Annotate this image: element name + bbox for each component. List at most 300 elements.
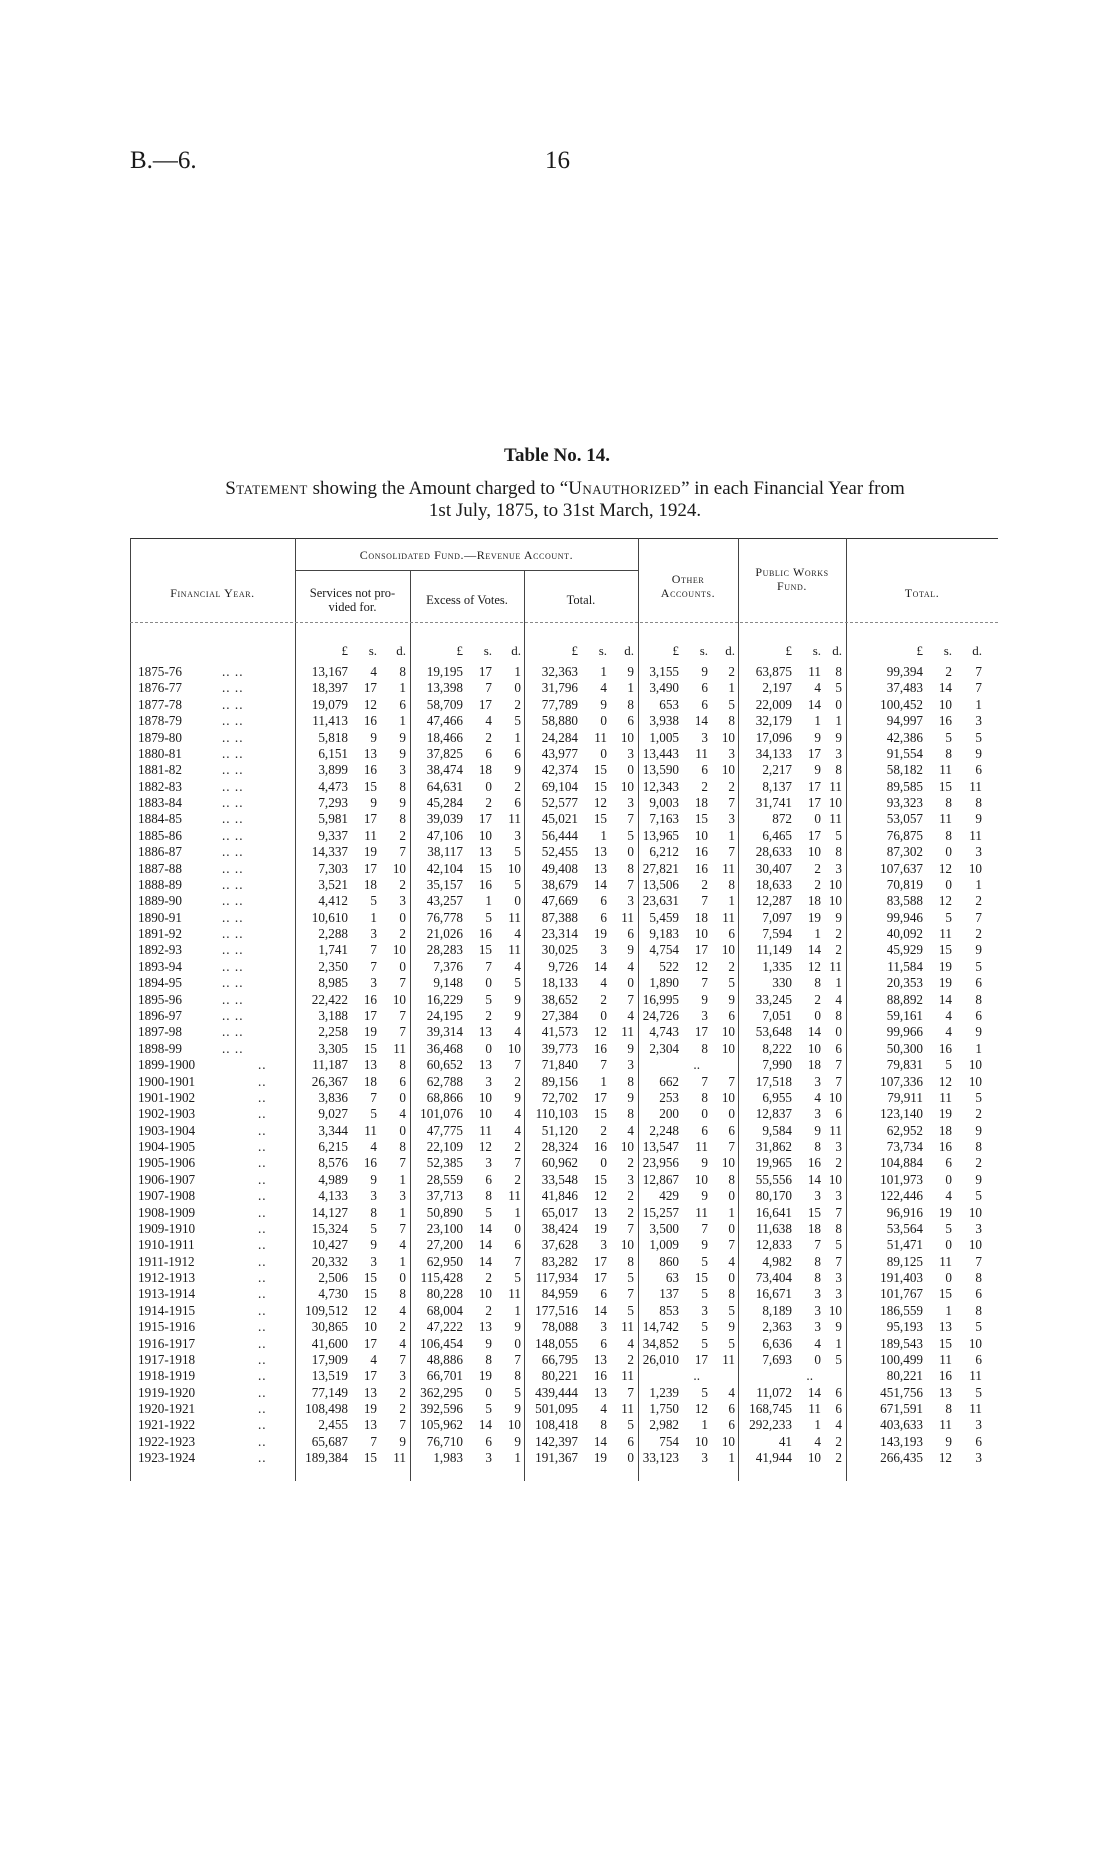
- other-accounts-pound-cell: 3,500: [649, 1220, 679, 1236]
- excess-shilling-cell: 10: [478, 827, 492, 843]
- services-shilling-cell: 11: [364, 827, 377, 843]
- col-public-works-fund: [738, 565, 846, 593]
- consolidated-total-pound-cell: 41,573: [541, 1024, 578, 1040]
- excess-pence-cell: 8: [514, 1368, 521, 1384]
- leader-dots: .. ..: [222, 778, 244, 794]
- other-accounts-shilling-cell: 6: [701, 680, 708, 696]
- public-works-pound-cell: 63,875: [755, 664, 792, 679]
- year-cell: 1892-93: [138, 942, 182, 958]
- public-works-pence-cell: 0: [835, 696, 842, 712]
- services-pound-cell: 6,151: [318, 745, 348, 761]
- public-works-pound-cell: 4,982: [762, 1253, 792, 1269]
- grand-total-pound-cell: 53,057: [886, 811, 923, 827]
- services-pound-cell: 4,730: [318, 1286, 348, 1302]
- public-works-pence-cell: 10: [828, 795, 842, 811]
- grand-total-shilling-cell: 0: [945, 1237, 952, 1253]
- consolidated-total-shilling-cell: 19: [593, 1220, 607, 1236]
- public-works-pound-cell: 7,990: [762, 1057, 792, 1073]
- public-works-pound-cell: 33,245: [755, 991, 792, 1007]
- grand-total-pound-cell: 88,892: [886, 991, 923, 1007]
- public-works-shilling-cell: 3: [814, 1073, 821, 1089]
- other-accounts-pound-cell: 15,257: [642, 1204, 679, 1220]
- consolidated-total-pound-cell: 41,846: [541, 1188, 578, 1204]
- year-cell: 1875-76: [138, 664, 182, 679]
- table-row: [130, 1352, 1000, 1367]
- consolidated-total-pound-cell: 51,120: [541, 1122, 578, 1138]
- public-works-pence-cell: 2: [835, 1450, 842, 1466]
- excess-shilling-cell: 15: [478, 860, 492, 876]
- public-works-pound-cell: 6,465: [762, 827, 792, 843]
- excess-shilling-cell: 5: [485, 991, 492, 1007]
- excess-shilling-cell: 13: [478, 844, 492, 860]
- grand-total-pound-cell: 59,161: [886, 1007, 923, 1023]
- services-shilling-cell: 3: [370, 926, 377, 942]
- services-pound-cell: 7,303: [318, 860, 348, 876]
- consolidated-total-pence-cell: 8: [627, 1253, 634, 1269]
- grand-total-pound-cell: 107,336: [880, 1073, 923, 1089]
- services-pound-cell: 3,344: [318, 1122, 348, 1138]
- consolidated-total-pence-cell: 11: [621, 1401, 634, 1417]
- col-financial-year: Financial Year.: [170, 586, 255, 600]
- other-accounts-pence-cell: 5: [728, 1302, 735, 1318]
- services-pound-cell: 2,350: [318, 958, 348, 974]
- grand-total-pound-cell: 70,819: [886, 876, 923, 892]
- consolidated-total-pound-cell: 117,934: [535, 1270, 578, 1286]
- consolidated-total-pence-cell: 11: [621, 1319, 634, 1335]
- consolidated-total-pence-cell: 3: [627, 1057, 634, 1073]
- services-shilling-cell: 16: [363, 991, 377, 1007]
- other-accounts-shilling-cell: 8: [701, 1089, 708, 1105]
- consolidated-total-pound-cell: 58,880: [541, 713, 578, 729]
- excess-shilling-cell: 6: [485, 745, 492, 761]
- excess-pound-cell: 13,398: [426, 680, 463, 696]
- leader-dots: ..: [258, 1139, 267, 1155]
- services-shilling-cell: 7: [370, 1433, 377, 1449]
- services-pound-cell: 13,519: [311, 1368, 348, 1384]
- year-cell: 1887-88: [138, 860, 182, 876]
- consolidated-total-pound-cell: 23,314: [541, 926, 578, 942]
- col-services-not-provided: [295, 586, 410, 614]
- table-row: [130, 1139, 1000, 1154]
- table-row: [130, 762, 1000, 777]
- grand-total-pound-cell: 99,946: [886, 909, 923, 925]
- excess-shilling-cell: 2: [485, 1270, 492, 1286]
- services-shilling-cell: 18: [363, 1073, 377, 1089]
- grand-total-pound-cell: 89,125: [886, 1253, 923, 1269]
- public-works-pound-cell: 34,133: [755, 745, 792, 761]
- services-pound-cell: 11,187: [312, 1057, 348, 1073]
- consolidated-total-pence-cell: 3: [627, 893, 634, 909]
- services-pound-cell: 3,305: [318, 1040, 348, 1056]
- consolidated-total-pence-cell: 6: [627, 1433, 634, 1449]
- public-works-pound-cell: 8,137: [762, 778, 792, 794]
- grand-total-pound-cell: 79,911: [887, 1089, 923, 1105]
- grand-total-pence-cell: 5: [975, 729, 982, 745]
- grand-total-shilling-cell: 5: [945, 1220, 952, 1236]
- year-cell: 1917-1918: [138, 1351, 196, 1367]
- public-works-pence-cell: 2: [835, 1433, 842, 1449]
- leader-dots: ..: [258, 1286, 267, 1302]
- consolidated-total-pence-cell: 8: [627, 1106, 634, 1122]
- consolidated-total-shilling-cell: 17: [593, 1089, 607, 1105]
- table-row: [130, 975, 1000, 990]
- services-pound-cell: 5,818: [318, 729, 348, 745]
- consolidated-total-pence-cell: 0: [627, 844, 634, 860]
- grand-total-shilling-cell: 11: [939, 1089, 952, 1105]
- services-shilling-cell: 5: [370, 1220, 377, 1236]
- grand-total-pound-cell: 100,499: [880, 1351, 923, 1367]
- consolidated-total-shilling-cell: 3: [600, 1319, 607, 1335]
- excess-shilling-cell: 3: [485, 1155, 492, 1171]
- services-pound-cell: 9,027: [318, 1106, 348, 1122]
- excess-pence-cell: 2: [514, 1139, 521, 1155]
- public-works-pound-cell: 7,097: [762, 909, 792, 925]
- excess-pound-cell: 9,148: [433, 975, 463, 991]
- caption-lead: Statement: [225, 478, 308, 499]
- other-accounts-pound-cell: ..: [693, 1057, 700, 1073]
- grand-total-shilling-cell: 16: [938, 1368, 952, 1384]
- consolidated-total-shilling-cell: 16: [593, 1139, 607, 1155]
- leader-dots: .. ..: [222, 844, 244, 860]
- grand-total-pence-cell: 10: [968, 1073, 982, 1089]
- excess-pound-cell: 68,866: [426, 1089, 463, 1105]
- grand-total-shilling-cell: 12: [938, 860, 952, 876]
- grand-total-pence-cell: 7: [975, 909, 982, 925]
- consolidated-total-pound-cell: 177,516: [535, 1302, 578, 1318]
- services-shilling-cell: 9: [370, 1171, 377, 1187]
- table-row: [130, 1106, 1000, 1121]
- services-pence-cell: 8: [399, 664, 406, 679]
- year-cell: 1904-1905: [138, 1139, 196, 1155]
- other-accounts-pence-cell: 10: [721, 1155, 735, 1171]
- year-cell: 1914-1915: [138, 1302, 196, 1318]
- services-shilling-cell: 13: [363, 1417, 377, 1433]
- excess-shilling-cell: 11: [479, 1122, 492, 1138]
- year-cell: 1920-1921: [138, 1401, 196, 1417]
- other-accounts-shilling-cell: 7: [701, 1220, 708, 1236]
- leader-dots: .. ..: [222, 795, 244, 811]
- public-works-shilling-cell: 2: [814, 876, 821, 892]
- services-pound-cell: 17,909: [311, 1351, 348, 1367]
- excess-pence-cell: 0: [514, 1220, 521, 1236]
- consolidated-total-pence-cell: 5: [627, 827, 634, 843]
- unit-pence-public-works: d.: [832, 643, 842, 658]
- other-accounts-shilling-cell: 9: [701, 664, 708, 679]
- col-consolidated-fund: Consolidated Fund.—Revenue Account.: [359, 548, 574, 562]
- grand-total-pound-cell: 89,585: [886, 778, 923, 794]
- public-works-pence-cell: 11: [829, 958, 842, 974]
- excess-pound-cell: 38,474: [426, 762, 463, 778]
- public-works-pound-cell: 2,197: [762, 680, 792, 696]
- grand-total-pence-cell: 10: [968, 1335, 982, 1351]
- consolidated-total-pound-cell: 89,156: [541, 1073, 578, 1089]
- public-works-shilling-cell: 17: [807, 778, 821, 794]
- year-cell: 1915-1916: [138, 1319, 196, 1335]
- consolidated-total-pence-cell: 2: [627, 1351, 634, 1367]
- public-works-pence-cell: 10: [828, 1302, 842, 1318]
- other-accounts-shilling-cell: 3: [701, 729, 708, 745]
- leader-dots: .. ..: [222, 942, 244, 958]
- consolidated-total-pence-cell: 4: [627, 1007, 634, 1023]
- excess-pound-cell: 22,109: [426, 1139, 463, 1155]
- grand-total-pound-cell: 101,973: [880, 1171, 923, 1187]
- other-accounts-shilling-cell: 1: [701, 1417, 708, 1433]
- services-shilling-cell: 19: [363, 1401, 377, 1417]
- public-works-pound-cell: 8,189: [762, 1302, 792, 1318]
- services-pence-cell: 0: [399, 909, 406, 925]
- services-shilling-cell: 5: [370, 893, 377, 909]
- year-cell: 1916-1917: [138, 1335, 196, 1351]
- consolidated-total-shilling-cell: 7: [600, 1057, 607, 1073]
- other-accounts-pound-cell: 253: [659, 1089, 679, 1105]
- year-cell: 1894-95: [138, 975, 182, 991]
- consolidated-total-shilling-cell: 17: [593, 1253, 607, 1269]
- services-pound-cell: 2,258: [318, 1024, 348, 1040]
- grand-total-pound-cell: 87,302: [886, 844, 923, 860]
- public-works-pence-cell: 0: [835, 1024, 842, 1040]
- leader-dots: .. ..: [222, 991, 244, 1007]
- consolidated-total-shilling-cell: 15: [593, 778, 607, 794]
- other-accounts-pound-cell: 7,163: [649, 811, 679, 827]
- other-accounts-pound-cell: 200: [659, 1106, 679, 1122]
- excess-pound-cell: 16,229: [426, 991, 463, 1007]
- consolidated-total-pence-cell: 4: [627, 1122, 634, 1138]
- grand-total-pound-cell: 94,997: [886, 713, 923, 729]
- other-accounts-shilling-cell: 9: [701, 1155, 708, 1171]
- public-works-pound-cell: 6,636: [762, 1335, 792, 1351]
- services-pence-cell: 3: [399, 1368, 406, 1384]
- services-pound-cell: 108,498: [305, 1401, 348, 1417]
- services-pound-cell: 19,079: [311, 696, 348, 712]
- public-works-shilling-cell: 17: [807, 795, 821, 811]
- grand-total-shilling-cell: 0: [945, 1171, 952, 1187]
- public-works-pence-cell: 3: [835, 745, 842, 761]
- other-accounts-shilling-cell: 6: [701, 696, 708, 712]
- services-pence-cell: 7: [399, 975, 406, 991]
- grand-total-shilling-cell: 19: [938, 1204, 952, 1220]
- other-accounts-pound-cell: 14,742: [642, 1319, 679, 1335]
- other-accounts-pence-cell: 1: [728, 1450, 735, 1466]
- other-accounts-pound-cell: 2,304: [649, 1040, 679, 1056]
- grand-total-pence-cell: 3: [975, 1417, 982, 1433]
- other-accounts-pence-cell: 10: [721, 942, 735, 958]
- other-accounts-shilling-cell: 6: [701, 1122, 708, 1138]
- consolidated-total-pence-cell: 4: [627, 1335, 634, 1351]
- rule-consolidated-under: [295, 570, 638, 571]
- public-works-shilling-cell: 10: [807, 1450, 821, 1466]
- services-pence-cell: 0: [399, 1270, 406, 1286]
- excess-pound-cell: 101,076: [420, 1106, 463, 1122]
- services-pound-cell: 9,337: [318, 827, 348, 843]
- public-works-pound-cell: 292,233: [749, 1417, 792, 1433]
- grand-total-shilling-cell: 4: [945, 1007, 952, 1023]
- public-works-pence-cell: 9: [835, 909, 842, 925]
- table-row: [130, 861, 1000, 876]
- consolidated-total-shilling-cell: 14: [593, 958, 607, 974]
- consolidated-total-pound-cell: 32,363: [541, 664, 578, 679]
- table-row: [130, 1385, 1000, 1400]
- grand-total-pence-cell: 8: [975, 1139, 982, 1155]
- public-works-pound-cell: 73,404: [755, 1270, 792, 1286]
- other-accounts-pence-cell: 7: [728, 1139, 735, 1155]
- other-accounts-pence-cell: 4: [728, 1384, 735, 1400]
- grand-total-pound-cell: 186,559: [880, 1302, 923, 1318]
- other-accounts-pence-cell: 11: [722, 1351, 735, 1367]
- consolidated-total-shilling-cell: 1: [600, 664, 607, 679]
- grand-total-pound-cell: 79,831: [886, 1057, 923, 1073]
- table-row: [130, 1090, 1000, 1105]
- other-accounts-pence-cell: 8: [728, 1286, 735, 1302]
- services-pence-cell: 7: [399, 844, 406, 860]
- other-accounts-pound-cell: 2,248: [649, 1122, 679, 1138]
- services-shilling-cell: 7: [370, 958, 377, 974]
- excess-pence-cell: 0: [514, 680, 521, 696]
- consolidated-total-pound-cell: 66,795: [541, 1351, 578, 1367]
- excess-shilling-cell: 14: [478, 1417, 492, 1433]
- public-works-shilling-cell: 4: [814, 1335, 821, 1351]
- public-works-shilling-cell: 14: [807, 1384, 821, 1400]
- unit-shilling-excess: s.: [483, 643, 492, 658]
- public-works-pence-cell: 5: [835, 1351, 842, 1367]
- grand-total-pound-cell: 189,543: [880, 1335, 923, 1351]
- grand-total-pound-cell: 73,734: [886, 1139, 923, 1155]
- excess-pence-cell: 4: [514, 1024, 521, 1040]
- excess-pence-cell: 5: [514, 1270, 521, 1286]
- public-works-pound-cell: 168,745: [749, 1401, 792, 1417]
- other-accounts-shilling-cell: 18: [694, 795, 708, 811]
- consolidated-total-pound-cell: 24,284: [541, 729, 578, 745]
- table-row: [130, 1434, 1000, 1449]
- table-caption: [130, 478, 1000, 522]
- services-pence-cell: 3: [399, 762, 406, 778]
- year-cell: 1878-79: [138, 713, 182, 729]
- services-shilling-cell: 15: [363, 778, 377, 794]
- services-pence-cell: 4: [399, 1302, 406, 1318]
- leader-dots: .. ..: [222, 745, 244, 761]
- other-accounts-pence-cell: 8: [728, 876, 735, 892]
- services-shilling-cell: 17: [363, 1335, 377, 1351]
- leader-dots: ..: [258, 1302, 267, 1318]
- grand-total-pound-cell: 671,591: [880, 1401, 923, 1417]
- other-accounts-pound-cell: 4,754: [649, 942, 679, 958]
- grand-total-pound-cell: 99,966: [886, 1024, 923, 1040]
- consolidated-total-pound-cell: 43,977: [541, 745, 578, 761]
- table-row: [130, 1123, 1000, 1138]
- year-cell: 1913-1914: [138, 1286, 196, 1302]
- public-works-shilling-cell: 17: [807, 827, 821, 843]
- other-accounts-shilling-cell: 9: [701, 1237, 708, 1253]
- public-works-pence-cell: 8: [835, 664, 842, 679]
- grand-total-shilling-cell: 8: [945, 795, 952, 811]
- table-row: [130, 1254, 1000, 1269]
- consolidated-total-pound-cell: 47,669: [541, 893, 578, 909]
- services-shilling-cell: 3: [370, 1253, 377, 1269]
- excess-pence-cell: 9: [514, 1401, 521, 1417]
- public-works-shilling-cell: 14: [807, 1171, 821, 1187]
- grand-total-shilling-cell: 13: [938, 1384, 952, 1400]
- services-pound-cell: 3,188: [318, 1007, 348, 1023]
- public-works-pence-cell: 7: [835, 1073, 842, 1089]
- col-excess-of-votes: Excess of Votes.: [426, 593, 508, 607]
- consolidated-total-pence-cell: 5: [627, 1302, 634, 1318]
- other-accounts-shilling-cell: 2: [701, 778, 708, 794]
- other-accounts-shilling-cell: 6: [701, 762, 708, 778]
- consolidated-total-pence-cell: 9: [627, 1089, 634, 1105]
- public-works-pound-cell: 9,584: [762, 1122, 792, 1138]
- grand-total-shilling-cell: 19: [938, 975, 952, 991]
- services-pence-cell: 6: [399, 696, 406, 712]
- other-accounts-shilling-cell: 17: [694, 1351, 708, 1367]
- grand-total-pound-cell: 104,884: [880, 1155, 923, 1171]
- public-works-pound-cell: 80,170: [755, 1188, 792, 1204]
- other-accounts-pence-cell: 3: [728, 745, 735, 761]
- excess-shilling-cell: 15: [478, 942, 492, 958]
- excess-shilling-cell: 2: [485, 1302, 492, 1318]
- public-works-pence-cell: 10: [828, 1171, 842, 1187]
- table-row: [130, 893, 1000, 908]
- public-works-shilling-cell: 15: [807, 1204, 821, 1220]
- consolidated-total-shilling-cell: 0: [600, 745, 607, 761]
- other-accounts-pound-cell: 1,890: [649, 975, 679, 991]
- services-pence-cell: 2: [399, 827, 406, 843]
- grand-total-shilling-cell: 5: [945, 1057, 952, 1073]
- other-accounts-shilling-cell: 5: [701, 1286, 708, 1302]
- consolidated-total-pence-cell: 7: [627, 991, 634, 1007]
- excess-pence-cell: 7: [514, 1351, 521, 1367]
- unit-pence-services: d.: [396, 643, 406, 658]
- consolidated-total-pound-cell: 65,017: [541, 1204, 578, 1220]
- other-accounts-pence-cell: 0: [728, 1188, 735, 1204]
- public-works-pound-cell: 28,633: [755, 844, 792, 860]
- excess-pence-cell: 9: [514, 762, 521, 778]
- services-shilling-cell: 17: [363, 1368, 377, 1384]
- services-pence-cell: 8: [399, 778, 406, 794]
- grand-total-shilling-cell: 0: [945, 876, 952, 892]
- other-accounts-shilling-cell: 2: [701, 876, 708, 892]
- consolidated-total-shilling-cell: 14: [593, 1302, 607, 1318]
- grand-total-pence-cell: 10: [968, 860, 982, 876]
- grand-total-shilling-cell: 0: [945, 844, 952, 860]
- services-pence-cell: 4: [399, 1106, 406, 1122]
- grand-total-pound-cell: 91,554: [886, 745, 923, 761]
- grand-total-shilling-cell: 11: [939, 811, 952, 827]
- other-accounts-pound-cell: 429: [659, 1188, 679, 1204]
- grand-total-pound-cell: 266,435: [880, 1450, 923, 1466]
- grand-total-pence-cell: 10: [968, 1237, 982, 1253]
- year-cell: 1903-1904: [138, 1122, 196, 1138]
- excess-pence-cell: 6: [514, 795, 521, 811]
- other-accounts-pence-cell: 2: [728, 664, 735, 679]
- other-accounts-shilling-cell: 18: [694, 909, 708, 925]
- services-pence-cell: 0: [399, 958, 406, 974]
- unit-pound-excess: £: [456, 643, 463, 658]
- other-accounts-pence-cell: 10: [721, 729, 735, 745]
- grand-total-shilling-cell: 18: [938, 1122, 952, 1138]
- services-pound-cell: 3,899: [318, 762, 348, 778]
- consolidated-total-pound-cell: 28,324: [541, 1139, 578, 1155]
- services-shilling-cell: 4: [370, 1139, 377, 1155]
- services-pence-cell: 10: [392, 860, 406, 876]
- other-accounts-shilling-cell: 0: [701, 1106, 708, 1122]
- services-pound-cell: 4,133: [318, 1188, 348, 1204]
- grand-total-shilling-cell: 16: [938, 713, 952, 729]
- consolidated-total-pound-cell: 80,221: [541, 1368, 578, 1384]
- consolidated-total-pence-cell: 10: [620, 778, 634, 794]
- leader-dots: .. ..: [222, 876, 244, 892]
- other-accounts-shilling-cell: 5: [701, 1384, 708, 1400]
- excess-shilling-cell: 8: [485, 1188, 492, 1204]
- other-accounts-pound-cell: 12,343: [642, 778, 679, 794]
